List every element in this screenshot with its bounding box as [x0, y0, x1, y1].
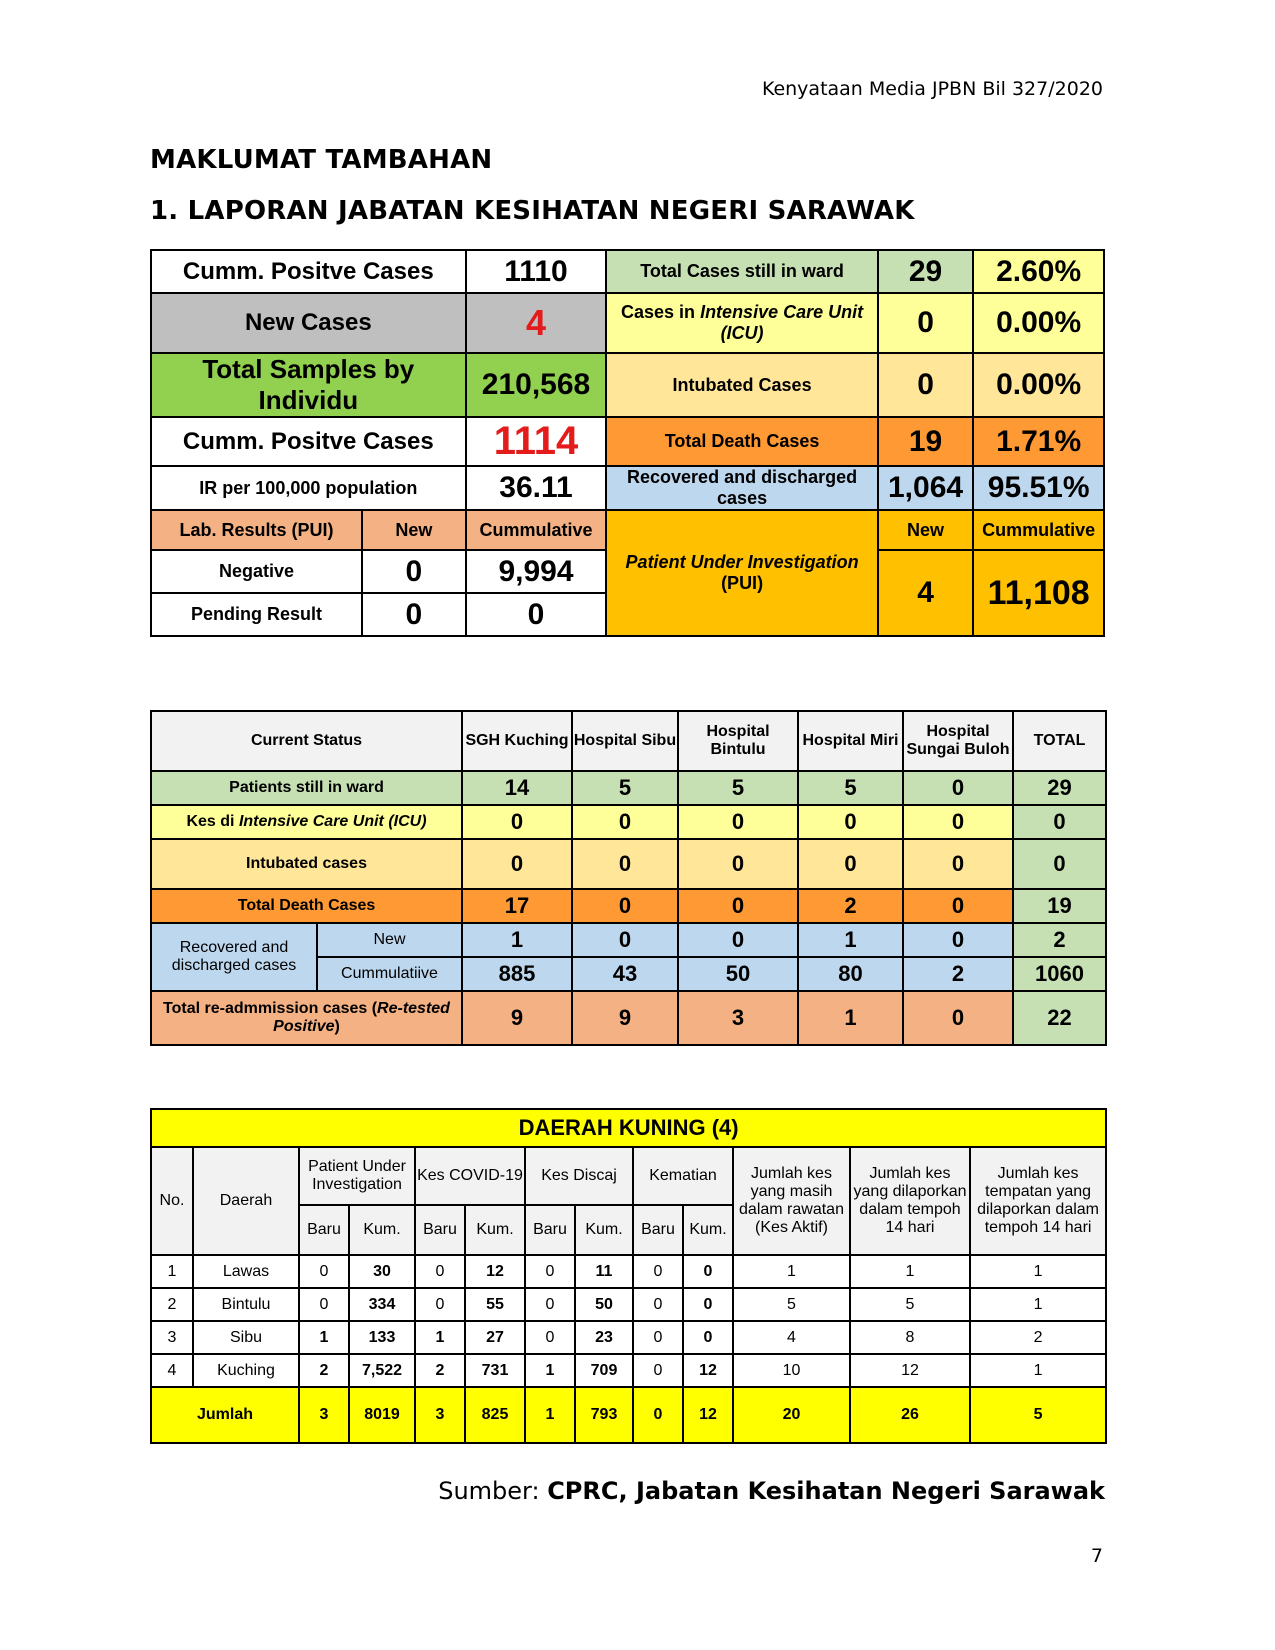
table-cell: 5	[850, 1288, 970, 1321]
table-row	[151, 1288, 1106, 1321]
recovered-row-label: Recovered and discharged cases	[151, 923, 317, 991]
table-cell: 0	[903, 839, 1013, 889]
hospital-header: SGH Kuching	[462, 711, 572, 771]
total-header: TOTAL	[1013, 711, 1106, 771]
table-cell: 0	[903, 991, 1013, 1045]
table-cell: 0	[299, 1255, 349, 1288]
intubated-percent: 0.00%	[973, 353, 1104, 417]
table-cell: 4	[151, 1354, 193, 1387]
table-cell: 23	[575, 1321, 633, 1354]
ward-label: Total Cases still in ward	[606, 250, 877, 293]
table-cell: 0	[415, 1288, 465, 1321]
table-cell: 3	[151, 1321, 193, 1354]
kum-header: Kum.	[575, 1205, 633, 1255]
pui-cumulative-value: 11,108	[973, 550, 1104, 636]
current-status-header: Current Status	[151, 711, 462, 771]
pui-label: Patient Under Investigation (PUI)	[606, 510, 877, 636]
table-cell: 3	[415, 1387, 465, 1443]
lab-new-header: New	[362, 510, 466, 550]
cumm-positive2-label: Cumm. Positve Cases	[151, 417, 466, 466]
table-cell: 5	[572, 771, 678, 805]
table-cell: 0	[572, 839, 678, 889]
table-cell: 0	[572, 805, 678, 839]
recovered-percent: 95.51%	[973, 466, 1104, 510]
new-cases-value: 4	[466, 293, 607, 353]
section-heading: MAKLUMAT TAMBAHAN	[150, 145, 493, 175]
table-cell: 17	[462, 889, 572, 923]
table-cell: 793	[575, 1387, 633, 1443]
jumlah-label: Jumlah	[151, 1387, 299, 1443]
table-cell: 5	[678, 771, 798, 805]
table-cell: 12	[465, 1255, 525, 1288]
report-heading: 1. LAPORAN JABATAN KESIHATAN NEGERI SARAWAK	[150, 196, 915, 226]
table-cell: 0	[683, 1321, 733, 1354]
table-row	[151, 1255, 1106, 1288]
hospital-header: Hospital Sibu	[572, 711, 678, 771]
hospital-header: Hospital Miri	[798, 711, 903, 771]
pending-label: Pending Result	[151, 593, 362, 636]
table-cell: 0	[633, 1288, 683, 1321]
icu-label: Cases in Intensive Care Unit (ICU)	[606, 293, 877, 353]
table-cell: 0	[633, 1321, 683, 1354]
table-cell: 0	[299, 1288, 349, 1321]
table-cell: 0	[572, 923, 678, 957]
source-note: Sumber: CPRC, Jabatan Kesihatan Negeri Sarawak	[438, 1477, 1105, 1505]
table-cell: 29	[1013, 771, 1106, 805]
table-cell: 9	[572, 991, 678, 1045]
table-cell: 19	[1013, 889, 1106, 923]
table-cell: 5	[798, 771, 903, 805]
pui-cumulative-header: Cummulative	[973, 510, 1104, 550]
recovered-value: 1,064	[878, 466, 974, 510]
table-cell: 1	[970, 1255, 1106, 1288]
kes-14-hari-header: Jumlah kes yang dilaporkan dalam tempoh 14 hari	[850, 1147, 970, 1255]
table-cell: 11	[575, 1255, 633, 1288]
table-cell: 1	[850, 1255, 970, 1288]
cumm-positive-value: 1110	[466, 250, 607, 293]
table-cell: 50	[678, 957, 798, 991]
lab-results-label: Lab. Results (PUI)	[151, 510, 362, 550]
table-cell: 709	[575, 1354, 633, 1387]
negative-new: 0	[362, 550, 466, 593]
table-cell: 9	[462, 991, 572, 1045]
table-cell: 0	[1013, 839, 1106, 889]
table-row	[151, 1321, 1106, 1354]
table-cell: 0	[683, 1255, 733, 1288]
table-cell: 0	[633, 1255, 683, 1288]
cumm-positive-label: Cumm. Positve Cases	[151, 250, 466, 293]
table-cell: 26	[850, 1387, 970, 1443]
daerah-name: Kuching	[193, 1354, 299, 1387]
table-cell: 731	[465, 1354, 525, 1387]
table-cell: 1	[151, 1255, 193, 1288]
table-cell: 30	[349, 1255, 415, 1288]
ward-percent: 2.60%	[973, 250, 1104, 293]
table-cell: 2	[970, 1321, 1106, 1354]
kum-header: Kum.	[349, 1205, 415, 1255]
baru-header: Baru	[525, 1205, 575, 1255]
table-cell: 0	[903, 805, 1013, 839]
death-value: 19	[878, 417, 974, 466]
table-cell: 0	[903, 889, 1013, 923]
intubated-value: 0	[878, 353, 974, 417]
table-cell: 0	[633, 1387, 683, 1443]
table-cell: 1	[970, 1354, 1106, 1387]
death-label: Total Death Cases	[606, 417, 877, 466]
pending-cumulative: 0	[466, 593, 607, 636]
table-cell: 12	[850, 1354, 970, 1387]
lab-cumulative-header: Cummulative	[466, 510, 607, 550]
table-cell: 5	[970, 1387, 1106, 1443]
baru-header: Baru	[633, 1205, 683, 1255]
table-cell: 3	[678, 991, 798, 1045]
table-cell: 50	[575, 1288, 633, 1321]
table-cell: 0	[903, 771, 1013, 805]
table-cell: 2	[798, 889, 903, 923]
table-cell: 12	[683, 1354, 733, 1387]
pending-new: 0	[362, 593, 466, 636]
table-cell: 55	[465, 1288, 525, 1321]
table-cell: 8	[850, 1321, 970, 1354]
intubated-row-label: Intubated cases	[151, 839, 462, 889]
kematian-header: Kematian	[633, 1147, 733, 1205]
ward-row-label: Patients still in ward	[151, 771, 462, 805]
table-cell: 1	[415, 1321, 465, 1354]
daerah-name: Lawas	[193, 1255, 299, 1288]
kes-tempatan-header: Jumlah kes tempatan yang dilaporkan dalam tempoh 14 hari	[970, 1147, 1106, 1255]
kum-header: Kum.	[465, 1205, 525, 1255]
table-cell: 3	[299, 1387, 349, 1443]
daerah-name: Sibu	[193, 1321, 299, 1354]
table-cell: 0	[633, 1354, 683, 1387]
table-cell: 20	[733, 1387, 850, 1443]
recovered-label: Recovered and discharged cases	[606, 466, 877, 510]
hospital-header: Hospital Sungai Buloh	[903, 711, 1013, 771]
baru-header: Baru	[299, 1205, 349, 1255]
table-cell: 0	[798, 805, 903, 839]
daerah-kuning-title: DAERAH KUNING (4)	[151, 1109, 1106, 1147]
table-cell: 80	[798, 957, 903, 991]
table-cell: 8019	[349, 1387, 415, 1443]
table-cell: 334	[349, 1288, 415, 1321]
table-cell: 0	[462, 805, 572, 839]
table-cell: 2	[1013, 923, 1106, 957]
table-cell: 0	[678, 839, 798, 889]
table-cell: 0	[525, 1255, 575, 1288]
table-cell: 2	[299, 1354, 349, 1387]
table-cell: 1	[299, 1321, 349, 1354]
table-cell: 22	[1013, 991, 1106, 1045]
table-cell: 2	[903, 957, 1013, 991]
table-cell: 0	[415, 1255, 465, 1288]
table-cell: 0	[525, 1321, 575, 1354]
samples-value: 210,568	[466, 353, 607, 417]
table-cell: 0	[678, 889, 798, 923]
table-cell: 14	[462, 771, 572, 805]
table-cell: 0	[462, 839, 572, 889]
kes-covid-header: Kes COVID-19	[415, 1147, 525, 1205]
cumm-positive2-value: 1114	[466, 417, 607, 466]
table-cell: 10	[733, 1354, 850, 1387]
table-cell: 0	[572, 889, 678, 923]
page-number: 7	[1090, 1545, 1103, 1567]
document-reference: Kenyataan Media JPBN Bil 327/2020	[761, 78, 1103, 100]
table-cell: 7,522	[349, 1354, 415, 1387]
table-cell: 1060	[1013, 957, 1106, 991]
table-cell: 1	[525, 1354, 575, 1387]
readmission-row-label: Total re-admmission cases (Re-tested Positive)	[151, 991, 462, 1045]
table-cell: 4	[733, 1321, 850, 1354]
table-cell: 0	[1013, 805, 1106, 839]
table-cell: 825	[465, 1387, 525, 1443]
table-cell: 43	[572, 957, 678, 991]
pui-header: Patient Under Investigation	[299, 1147, 415, 1205]
table-cell: 1	[798, 923, 903, 957]
daerah-header: Daerah	[193, 1147, 299, 1255]
samples-label: Total Samples by Individu	[151, 353, 466, 417]
recovered-new-label: New	[317, 923, 462, 957]
table-row	[151, 1354, 1106, 1387]
table-cell: 0	[798, 839, 903, 889]
new-cases-label: New Cases	[151, 293, 466, 353]
table-cell: 1	[733, 1255, 850, 1288]
table-cell: 0	[678, 923, 798, 957]
table-cell: 885	[462, 957, 572, 991]
negative-cumulative: 9,994	[466, 550, 607, 593]
pui-new-value: 4	[878, 550, 974, 636]
table-cell: 1	[970, 1288, 1106, 1321]
recovered-cumulative-label: Cummulatiive	[317, 957, 462, 991]
table-cell: 1	[525, 1387, 575, 1443]
kes-aktif-header: Jumlah kes yang masih dalam rawatan (Kes Aktif)	[733, 1147, 850, 1255]
ward-value: 29	[878, 250, 974, 293]
death-percent: 1.71%	[973, 417, 1104, 466]
table-cell: 133	[349, 1321, 415, 1354]
death-row-label: Total Death Cases	[151, 889, 462, 923]
no-header: No.	[151, 1147, 193, 1255]
icu-percent: 0.00%	[973, 293, 1104, 353]
kum-header: Kum.	[683, 1205, 733, 1255]
hospital-status-table	[150, 710, 1107, 1046]
table-cell: 0	[683, 1288, 733, 1321]
table-cell: 1	[798, 991, 903, 1045]
ir-value: 36.11	[466, 466, 607, 510]
table-cell: 12	[683, 1387, 733, 1443]
table-cell: 0	[903, 923, 1013, 957]
pui-new-header: New	[878, 510, 974, 550]
table-cell: 5	[733, 1288, 850, 1321]
table-cell: 1	[462, 923, 572, 957]
daerah-name: Bintulu	[193, 1288, 299, 1321]
table-cell: 0	[525, 1288, 575, 1321]
daerah-kuning-table	[150, 1108, 1107, 1444]
kes-discaj-header: Kes Discaj	[525, 1147, 633, 1205]
table-cell: 2	[151, 1288, 193, 1321]
hospital-header: Hospital Bintulu	[678, 711, 798, 771]
icu-value: 0	[878, 293, 974, 353]
baru-header: Baru	[415, 1205, 465, 1255]
negative-label: Negative	[151, 550, 362, 593]
intubated-label: Intubated Cases	[606, 353, 877, 417]
ir-label: IR per 100,000 population	[151, 466, 466, 510]
table-cell: 2	[415, 1354, 465, 1387]
table-cell: 27	[465, 1321, 525, 1354]
summary-table	[150, 249, 1105, 637]
table-cell: 0	[678, 805, 798, 839]
icu-row-label: Kes di Intensive Care Unit (ICU)	[151, 805, 462, 839]
